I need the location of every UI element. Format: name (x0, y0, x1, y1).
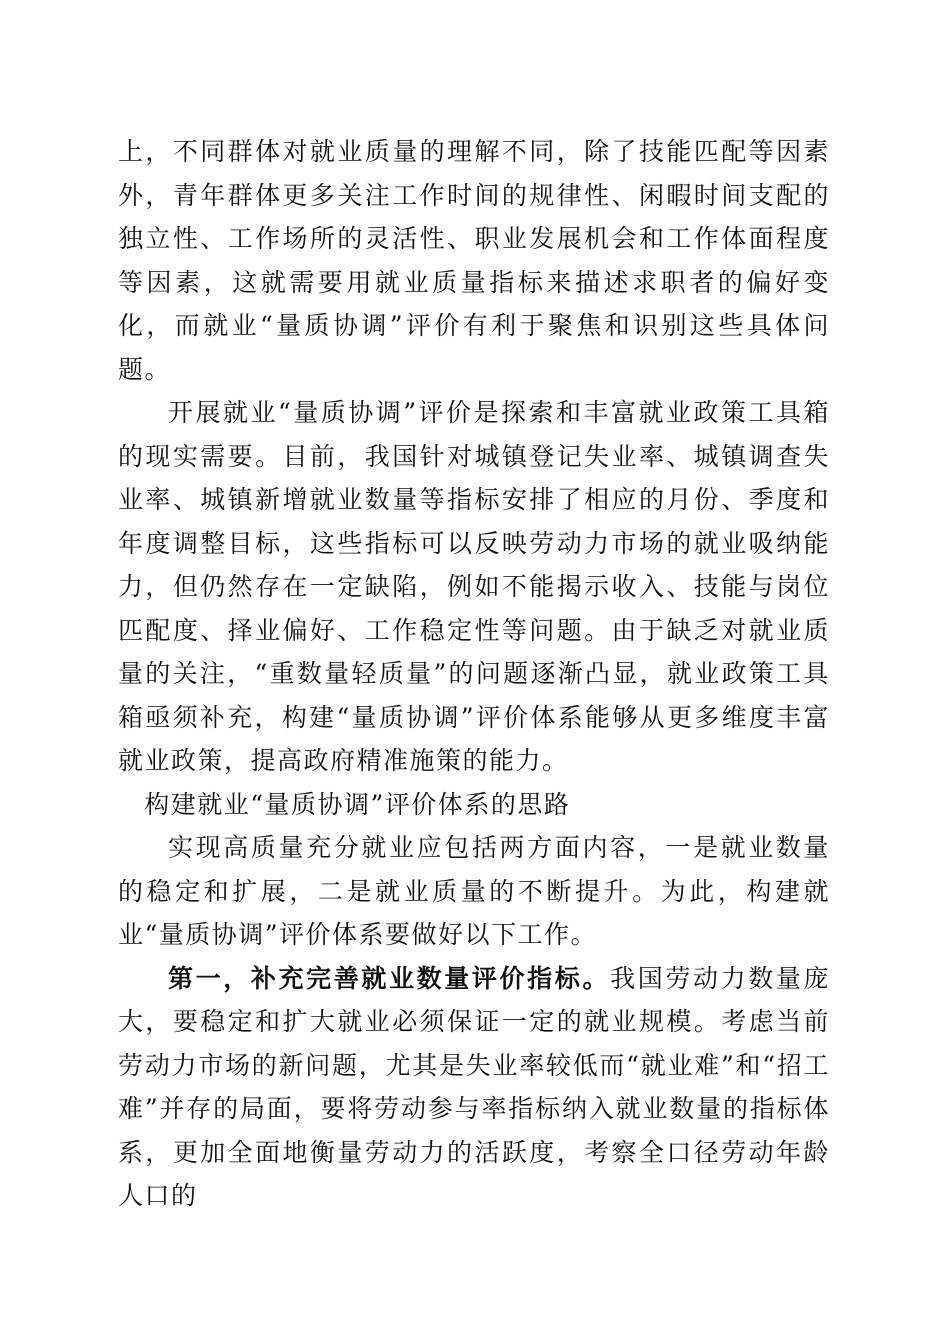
paragraph-intro: 实现高质量充分就业应包括两方面内容，一是就业数量的稳定和扩展，二是就业质量的不断提升。为此，构建就业“量质协调”评价体系要做好以下工作。 (118, 833, 830, 949)
section-heading: 构建就业“量质协调”评价体系的思路 (144, 789, 571, 819)
paragraph-continuation: 上，不同群体对就业质量的理解不同，除了技能匹配等因素外，青年群体更多关注工作时间的规律性、闲暇时间支配的独立性、工作场所的灵活性、职业发展机会和工作体面程度等因素，这就需要用就业质量指标来描述求职者的偏好变化，而就业“量质协调”评价有利于聚焦和识别这些具体问题。 (118, 137, 830, 384)
paragraph-policy-toolbox: 开展就业“量质协调”评价是探索和丰富就业政策工具箱的现实需要。目前，我国针对城镇登记失业率、城镇调查失业率、城镇新增就业数量等指标安排了相应的月份、季度和年度调整目标，这些指标可以反映劳动力市场的就业吸纳能力，但仍然存在一定缺陷，例如不能揭示收入、技能与岗位匹配度、择业偏好、工作稳定性等问题。由于缺乏对就业质量的关注，“重数量轻质量”的问题逐渐凸显，就业政策工具箱亟须补充，构建“量质协调”评价体系能够从更多维度丰富就业政策，提高政府精准施策的能力。 (118, 398, 830, 775)
paragraph-body-text: 我国劳动力数量庞大，要稳定和扩大就业必须保证一定的就业规模。考虑当前劳动力市场的新问题，尤其是失业率较低而“就业难”和“招工难”并存的局面，要将劳动参与率指标纳入就业数量的指标体系，更加全面地衡量劳动力的活跃度，考察全口径劳动年龄人口的 (118, 963, 830, 1210)
paragraph-lead-text: 第一，补充完善就业数量评价指标。 (168, 963, 611, 993)
document-body (118, 130, 830, 1218)
paragraph-first-point (118, 957, 830, 1218)
